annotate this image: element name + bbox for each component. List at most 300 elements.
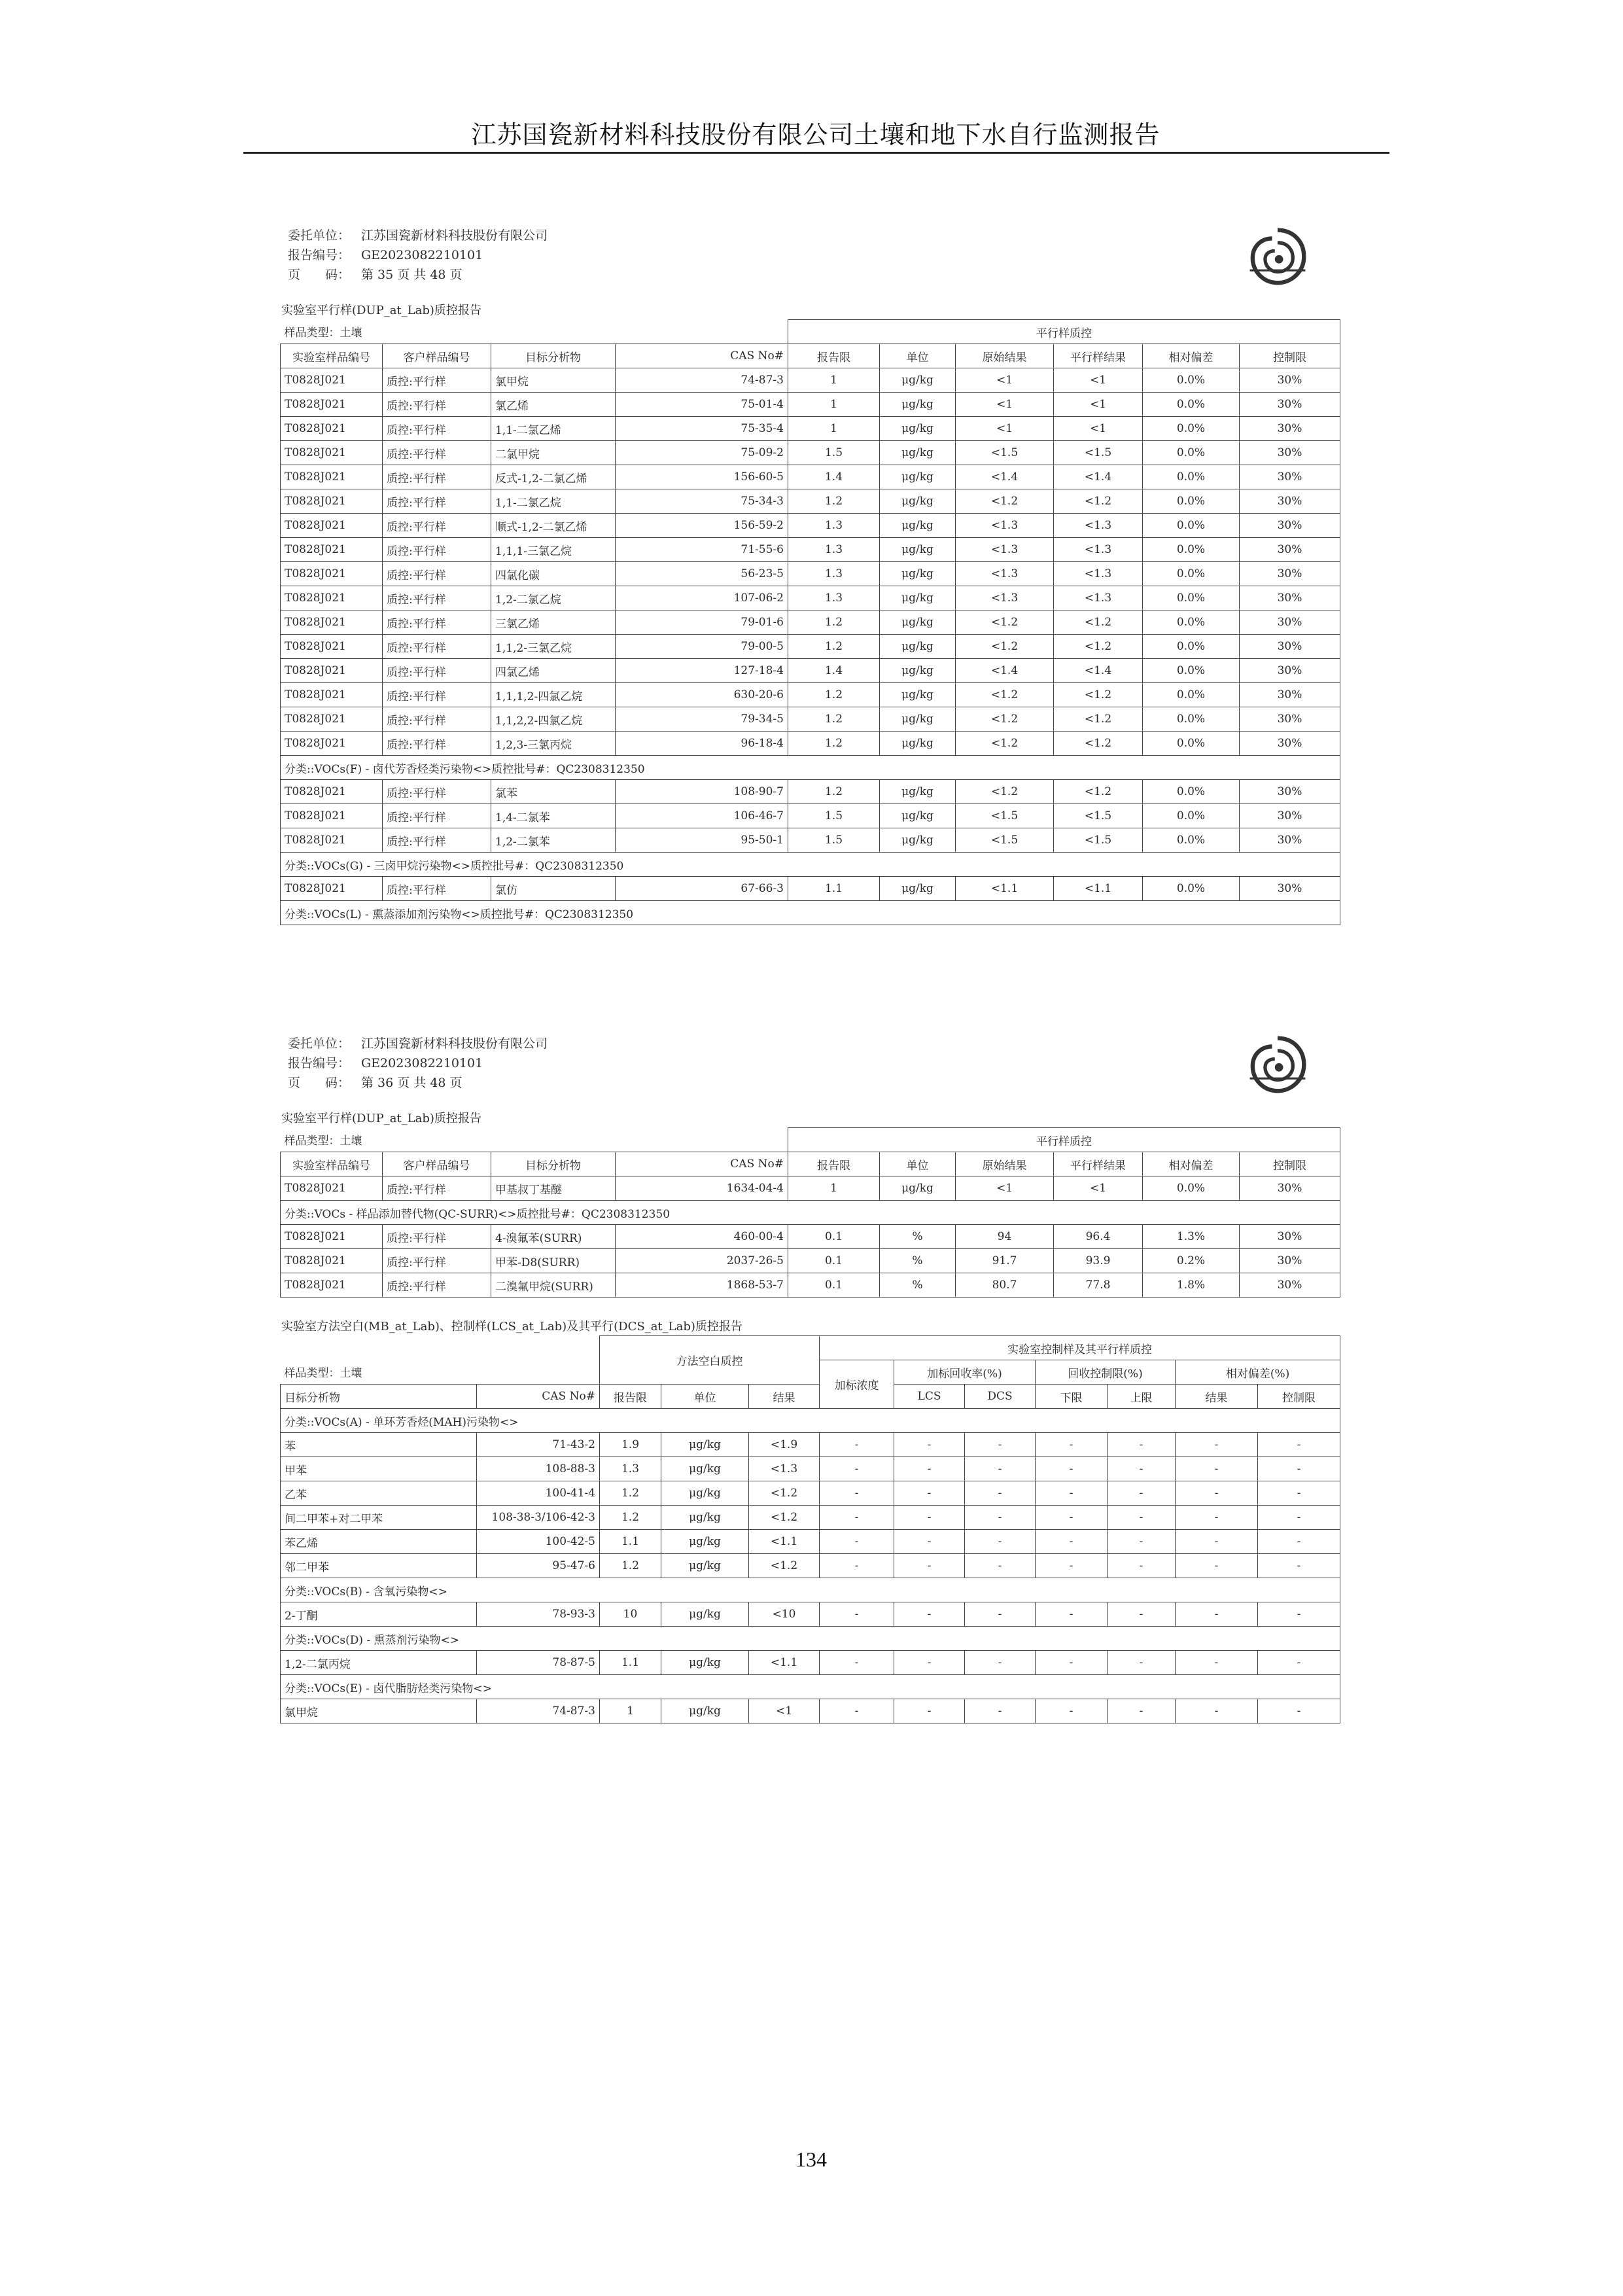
table-cell: 1.2 (788, 707, 880, 732)
t2-control-header: 回收控制限(%) (1036, 1360, 1176, 1385)
table-cell: <1.4 (956, 659, 1054, 683)
table-cell: μg/kg (880, 877, 956, 901)
table-cell: <1 (956, 393, 1054, 417)
table-cell: - (1258, 1699, 1340, 1723)
table-cell: - (894, 1530, 965, 1554)
table-cell: <1.2 (956, 732, 1054, 756)
table-cell: 1,2-二氯乙烷 (491, 586, 616, 610)
table-cell: <1.2 (1054, 610, 1143, 635)
category-row (281, 853, 1340, 877)
table-cell: 106-46-7 (616, 804, 788, 828)
column-header: 上限 (1108, 1385, 1176, 1409)
column-header: CAS No# (616, 344, 788, 368)
table-cell: 95-47-6 (477, 1554, 600, 1578)
table-cell: - (894, 1481, 965, 1506)
column-header: 客户样品编号 (383, 344, 491, 368)
table-cell: 0.0% (1143, 659, 1240, 683)
table-cell: - (894, 1651, 965, 1675)
table-cell: μg/kg (880, 489, 956, 514)
table-cell: - (965, 1530, 1036, 1554)
meta-report-no-value: GE2023082210101 (361, 248, 483, 262)
table-row (281, 514, 1340, 538)
group-header: 平行样质控 (788, 1128, 1340, 1152)
table-cell: μg/kg (880, 417, 956, 441)
meta-page (288, 1073, 462, 1091)
table-cell: - (1108, 1602, 1176, 1627)
table-cell: - (820, 1602, 894, 1627)
table-row (281, 368, 1340, 393)
table-cell: - (820, 1554, 894, 1578)
column-header: 控制限 (1240, 1152, 1340, 1176)
table-cell: 30% (1240, 441, 1340, 465)
table-cell: - (1176, 1554, 1258, 1578)
t2-sample-type: 样品类型：土壤 (284, 1367, 362, 1381)
table-cell: 30% (1240, 1225, 1340, 1249)
table-cell: 0.0% (1143, 610, 1240, 635)
table-cell: 0.0% (1143, 417, 1240, 441)
table-cell: 79-00-5 (616, 635, 788, 659)
scan-page-2 (280, 1034, 1340, 1723)
t2-recovery-header: 加标回收率(%) (894, 1360, 1036, 1385)
table-cell: 74-87-3 (477, 1699, 600, 1723)
table-cell: 质控:平行样 (383, 610, 491, 635)
table-cell: μg/kg (661, 1651, 749, 1675)
table-cell: 质控:平行样 (383, 1176, 491, 1201)
column-header: 客户样品编号 (383, 1152, 491, 1176)
table-cell: <1 (956, 417, 1054, 441)
table-cell: 0.1 (788, 1273, 880, 1298)
table-cell: 1 (788, 1176, 880, 1201)
t2-rpd-header: 相对偏差(%) (1176, 1360, 1340, 1385)
dup-table-title: 实验室平行样(DUP_at_Lab)质控报告 (281, 1112, 481, 1125)
table-cell: - (1258, 1457, 1340, 1481)
table-row (281, 828, 1340, 853)
table-cell: T0828J021 (281, 828, 383, 853)
table-cell: - (965, 1506, 1036, 1530)
meta-unit-value: 江苏国瓷新材料科技股份有限公司 (361, 1036, 548, 1051)
meta-page-label: 页 码： (288, 268, 351, 282)
table-cell: 56-23-5 (616, 562, 788, 586)
table-cell: - (1258, 1506, 1340, 1530)
table-cell: - (820, 1699, 894, 1723)
table-cell: 93.9 (1054, 1249, 1143, 1273)
table-cell: - (820, 1530, 894, 1554)
table-cell: 460-00-4 (616, 1225, 788, 1249)
table-cell: 1.1 (788, 877, 880, 901)
sample-type: 样品类型：土壤 (284, 1135, 362, 1148)
table-cell: <1.9 (749, 1433, 820, 1457)
table-cell: T0828J021 (281, 780, 383, 804)
table-cell: 苯 (281, 1433, 477, 1457)
table-cell: 30% (1240, 877, 1340, 901)
table-cell: μg/kg (880, 610, 956, 635)
header-rule (243, 152, 1389, 154)
table-cell: <1 (1054, 417, 1143, 441)
table-cell: 氯苯 (491, 780, 616, 804)
table-cell: 质控:平行样 (383, 465, 491, 489)
table-cell: 100-42-5 (477, 1530, 600, 1554)
table-cell: % (880, 1249, 956, 1273)
table-cell: 30% (1240, 489, 1340, 514)
table-cell: 30% (1240, 1273, 1340, 1298)
table-cell: 甲基叔丁基醚 (491, 1176, 616, 1201)
table-cell: - (1036, 1699, 1108, 1723)
table-cell: 30% (1240, 659, 1340, 683)
table-cell: 1.9 (600, 1433, 661, 1457)
table-cell: 30% (1240, 1176, 1340, 1201)
page-number: 134 (795, 2147, 827, 2171)
table-cell: 30% (1240, 538, 1340, 562)
table-row (281, 610, 1340, 635)
column-header: 目标分析物 (281, 1385, 477, 1409)
table-cell: <1.2 (749, 1554, 820, 1578)
table-cell: μg/kg (880, 804, 956, 828)
table-cell: μg/kg (880, 659, 956, 683)
table-cell: 1.2 (600, 1481, 661, 1506)
table-cell: <1.2 (956, 780, 1054, 804)
table-cell: - (1108, 1457, 1176, 1481)
table-cell: 30% (1240, 368, 1340, 393)
table-cell: 质控:平行样 (383, 514, 491, 538)
table-cell: 96.4 (1054, 1225, 1143, 1249)
column-header: 单位 (880, 344, 956, 368)
table-cell: - (1036, 1651, 1108, 1675)
category-row (281, 1578, 1340, 1602)
table-cell: 质控:平行样 (383, 732, 491, 756)
table-cell: 质控:平行样 (383, 586, 491, 610)
table-cell: <1.5 (956, 804, 1054, 828)
table-cell: μg/kg (661, 1602, 749, 1627)
table-cell: 质控:平行样 (383, 538, 491, 562)
table-cell: <1.2 (956, 683, 1054, 707)
column-header: 控制限 (1258, 1385, 1340, 1409)
lab-logo-icon (1243, 1030, 1312, 1099)
meta-unit (288, 226, 548, 243)
table-cell: <1.2 (1054, 732, 1143, 756)
table-cell: 1.4 (788, 659, 880, 683)
table-cell: 质控:平行样 (383, 683, 491, 707)
table-cell: 质控:平行样 (383, 489, 491, 514)
table-cell: <1.2 (1054, 635, 1143, 659)
table-cell: 30% (1240, 635, 1340, 659)
table-cell: 1.5 (788, 828, 880, 853)
table-cell: μg/kg (880, 828, 956, 853)
table-cell: - (1258, 1602, 1340, 1627)
table-cell: 91.7 (956, 1249, 1054, 1273)
table-cell: μg/kg (880, 465, 956, 489)
column-header: 目标分析物 (491, 1152, 616, 1176)
table-cell: T0828J021 (281, 683, 383, 707)
category-row (281, 1627, 1340, 1651)
table-cell: μg/kg (880, 707, 956, 732)
table-cell: - (1036, 1481, 1108, 1506)
table-cell: μg/kg (880, 780, 956, 804)
table-row (281, 1506, 1340, 1530)
table-cell: 1 (788, 368, 880, 393)
table-cell: 1.5 (788, 441, 880, 465)
table-cell: 0.1 (788, 1225, 880, 1249)
table-cell: 75-09-2 (616, 441, 788, 465)
table-row (281, 1699, 1340, 1723)
table-header-row (281, 344, 1340, 368)
table-row (281, 1273, 1340, 1298)
dup-qc-table-1 (280, 319, 1340, 925)
table-row (281, 635, 1340, 659)
table-body (281, 1176, 1340, 1298)
table-cell: 0.0% (1143, 683, 1240, 707)
table-cell: 质控:平行样 (383, 368, 491, 393)
table-cell: <1.1 (1054, 877, 1143, 901)
category-label: 分类::VOCs(L) - 熏蒸添加剂污染物<>质控批号#：QC2308312350 (281, 901, 1340, 925)
category-row (281, 756, 1340, 780)
column-header: 原始结果 (956, 344, 1054, 368)
column-header: 平行样结果 (1054, 344, 1143, 368)
table-cell: - (1258, 1433, 1340, 1457)
t2-group-lcs: 实验室控制样及其平行样质控 (820, 1336, 1340, 1360)
table-cell: 0.2% (1143, 1249, 1240, 1273)
table-cell: T0828J021 (281, 562, 383, 586)
meta-unit (288, 1034, 548, 1051)
table-cell: 0.0% (1143, 780, 1240, 804)
table-cell: μg/kg (661, 1699, 749, 1723)
table-cell: <1.1 (749, 1651, 820, 1675)
table-row (281, 1176, 1340, 1201)
table-cell: <1.1 (956, 877, 1054, 901)
table-cell: 1.2 (788, 683, 880, 707)
table-cell: 苯乙烯 (281, 1530, 477, 1554)
table-cell: 1 (788, 417, 880, 441)
table-cell: 30% (1240, 804, 1340, 828)
table-cell: <1.2 (1054, 489, 1143, 514)
table-row (281, 441, 1340, 465)
table-cell: 30% (1240, 465, 1340, 489)
table-row (281, 1249, 1340, 1273)
category-label: 分类::VOCs(F) - 卤代芳香烃类污染物<>质控批号#：QC2308312350 (281, 756, 1340, 780)
table-cell: 1.2 (600, 1554, 661, 1578)
table-cell: - (965, 1457, 1036, 1481)
table-cell: 108-90-7 (616, 780, 788, 804)
table-cell: - (894, 1602, 965, 1627)
table-cell: - (820, 1481, 894, 1506)
table-body (281, 368, 1340, 925)
table-cell: T0828J021 (281, 514, 383, 538)
table-cell: <1.3 (956, 514, 1054, 538)
table-cell: 质控:平行样 (383, 780, 491, 804)
table-cell: 1.3 (788, 562, 880, 586)
meta-block (280, 1034, 1340, 1096)
table-cell: 四氯乙烯 (491, 659, 616, 683)
table-cell: <1.2 (956, 610, 1054, 635)
table-cell: 1.1 (600, 1530, 661, 1554)
table-cell: - (894, 1506, 965, 1530)
table-row (281, 683, 1340, 707)
table-cell: 1 (600, 1699, 661, 1723)
table-cell: 乙苯 (281, 1481, 477, 1506)
table-cell: <1.2 (749, 1506, 820, 1530)
table-cell: - (1036, 1554, 1108, 1578)
table-cell: 二溴氟甲烷(SURR) (491, 1273, 616, 1298)
table-cell: <1.5 (956, 441, 1054, 465)
table-cell: 0.0% (1143, 804, 1240, 828)
table-cell: 1,1,2-三氯乙烷 (491, 635, 616, 659)
table-cell: - (1176, 1530, 1258, 1554)
table-header-row (281, 1152, 1340, 1176)
t2-header-row-3 (281, 1385, 1340, 1409)
table-cell: μg/kg (880, 514, 956, 538)
table-cell: <1 (1054, 393, 1143, 417)
table-cell: <1.2 (749, 1481, 820, 1506)
table-row (281, 1457, 1340, 1481)
table-cell: <1.5 (956, 828, 1054, 853)
table-row (281, 1225, 1340, 1249)
table-cell: - (1176, 1433, 1258, 1457)
column-header: 实验室样品编号 (281, 344, 383, 368)
meta-report-no (288, 1053, 483, 1071)
table-cell: T0828J021 (281, 489, 383, 514)
table-cell: 30% (1240, 514, 1340, 538)
table-cell: - (1176, 1506, 1258, 1530)
table-cell: <1.2 (1054, 780, 1143, 804)
category-label: 分类::VOCs(A) - 单环芳香烃(MAH)污染物<> (281, 1409, 1340, 1433)
table-cell: - (1176, 1699, 1258, 1723)
category-label: 分类::VOCs - 样品添加替代物(QC-SURR)<>质控批号#：QC2308312350 (281, 1201, 1340, 1225)
table-cell: T0828J021 (281, 538, 383, 562)
category-label: 分类::VOCs(B) - 含氧污染物<> (281, 1578, 1340, 1602)
table-cell: 95-50-1 (616, 828, 788, 853)
table-cell: <1.2 (956, 635, 1054, 659)
table-cell: 0.0% (1143, 635, 1240, 659)
table-cell: T0828J021 (281, 1176, 383, 1201)
table-cell: <1 (1054, 1176, 1143, 1201)
category-label: 分类::VOCs(E) - 卤代脂肪烃类污染物<> (281, 1675, 1340, 1699)
table-row (281, 1602, 1340, 1627)
table-cell: - (1108, 1699, 1176, 1723)
table-cell: 30% (1240, 393, 1340, 417)
table-cell: 10 (600, 1602, 661, 1627)
table-cell: <1.5 (1054, 441, 1143, 465)
table-cell: 0.0% (1143, 877, 1240, 901)
table-cell: 1.2 (788, 732, 880, 756)
table-cell: T0828J021 (281, 707, 383, 732)
column-header: 单位 (661, 1385, 749, 1409)
scan-page-1 (280, 226, 1340, 925)
table-cell: 质控:平行样 (383, 562, 491, 586)
table-cell: 氯甲烷 (281, 1699, 477, 1723)
table-cell: 氯乙烯 (491, 393, 616, 417)
table-cell: 质控:平行样 (383, 417, 491, 441)
table-cell: μg/kg (880, 1176, 956, 1201)
table-cell: 质控:平行样 (383, 804, 491, 828)
column-header: 报告限 (788, 1152, 880, 1176)
table-cell: 1,1-二氯乙烯 (491, 417, 616, 441)
table-cell: - (1258, 1530, 1340, 1554)
table-cell: 三氯乙烯 (491, 610, 616, 635)
table-cell: 二氯甲烷 (491, 441, 616, 465)
column-header: 平行样结果 (1054, 1152, 1143, 1176)
table-cell: μg/kg (880, 683, 956, 707)
column-header: 控制限 (1240, 344, 1340, 368)
table-cell: <1.4 (956, 465, 1054, 489)
table-cell: T0828J021 (281, 804, 383, 828)
column-header: 下限 (1036, 1385, 1108, 1409)
t2-group-blank: 方法空白质控 (600, 1336, 820, 1385)
table-cell: - (820, 1457, 894, 1481)
group-header: 平行样质控 (788, 320, 1340, 344)
table-cell: T0828J021 (281, 1249, 383, 1273)
table-cell: μg/kg (661, 1457, 749, 1481)
table-cell: 94 (956, 1225, 1054, 1249)
table-cell: - (1036, 1457, 1108, 1481)
table-cell: μg/kg (661, 1481, 749, 1506)
table-row (281, 489, 1340, 514)
column-header: 原始结果 (956, 1152, 1054, 1176)
table-cell: - (894, 1699, 965, 1723)
table-cell: 1.8% (1143, 1273, 1240, 1298)
table-cell: <1 (1054, 368, 1143, 393)
table-cell: - (820, 1651, 894, 1675)
table-cell: 质控:平行样 (383, 707, 491, 732)
table-cell: - (965, 1699, 1036, 1723)
t2-header-row-1 (281, 1336, 1340, 1360)
table-cell: 30% (1240, 1249, 1340, 1273)
table-cell: 30% (1240, 610, 1340, 635)
table-cell: T0828J021 (281, 417, 383, 441)
table-cell: T0828J021 (281, 441, 383, 465)
table-cell: - (1108, 1554, 1176, 1578)
table-cell: <1.2 (1054, 707, 1143, 732)
table-cell: <1.5 (1054, 828, 1143, 853)
table-cell: 0.0% (1143, 514, 1240, 538)
table-cell: μg/kg (880, 586, 956, 610)
table-cell: 质控:平行样 (383, 1273, 491, 1298)
table-cell: 质控:平行样 (383, 828, 491, 853)
table-cell: 1.3 (788, 586, 880, 610)
table-cell: <1.4 (1054, 465, 1143, 489)
table-header-group-row (281, 1128, 1340, 1152)
t2-body (281, 1409, 1340, 1723)
table-cell: μg/kg (880, 562, 956, 586)
report-header-title: 江苏国瓷新材料科技股份有限公司土壤和地下水自行监测报告 (471, 120, 1161, 149)
column-header: 实验室样品编号 (281, 1152, 383, 1176)
table-cell: μg/kg (880, 635, 956, 659)
table-cell: μg/kg (880, 441, 956, 465)
table-cell: 1,2,3-三氯丙烷 (491, 732, 616, 756)
table-cell: 80.7 (956, 1273, 1054, 1298)
table-cell: T0828J021 (281, 586, 383, 610)
table-cell: 质控:平行样 (383, 877, 491, 901)
column-header: CAS No# (477, 1385, 600, 1409)
meta-unit-label: 委托单位： (288, 228, 351, 243)
table-cell: 0.0% (1143, 368, 1240, 393)
table-cell: T0828J021 (281, 732, 383, 756)
table-row (281, 586, 1340, 610)
table-cell: 1634-04-4 (616, 1176, 788, 1201)
column-header: 结果 (1176, 1385, 1258, 1409)
meta-page-label: 页 码： (288, 1076, 351, 1090)
dup-qc-table-2 (280, 1127, 1340, 1298)
table-row (281, 1530, 1340, 1554)
table-cell: % (880, 1273, 956, 1298)
table-cell: 反式-1,2-二氯乙烯 (491, 465, 616, 489)
table-cell: 1.4 (788, 465, 880, 489)
table-row (281, 707, 1340, 732)
table-cell: 79-34-5 (616, 707, 788, 732)
column-header: 结果 (749, 1385, 820, 1409)
table-cell: % (880, 1225, 956, 1249)
table-cell: 0.0% (1143, 562, 1240, 586)
table-cell: T0828J021 (281, 635, 383, 659)
table-cell: 1.2 (788, 489, 880, 514)
